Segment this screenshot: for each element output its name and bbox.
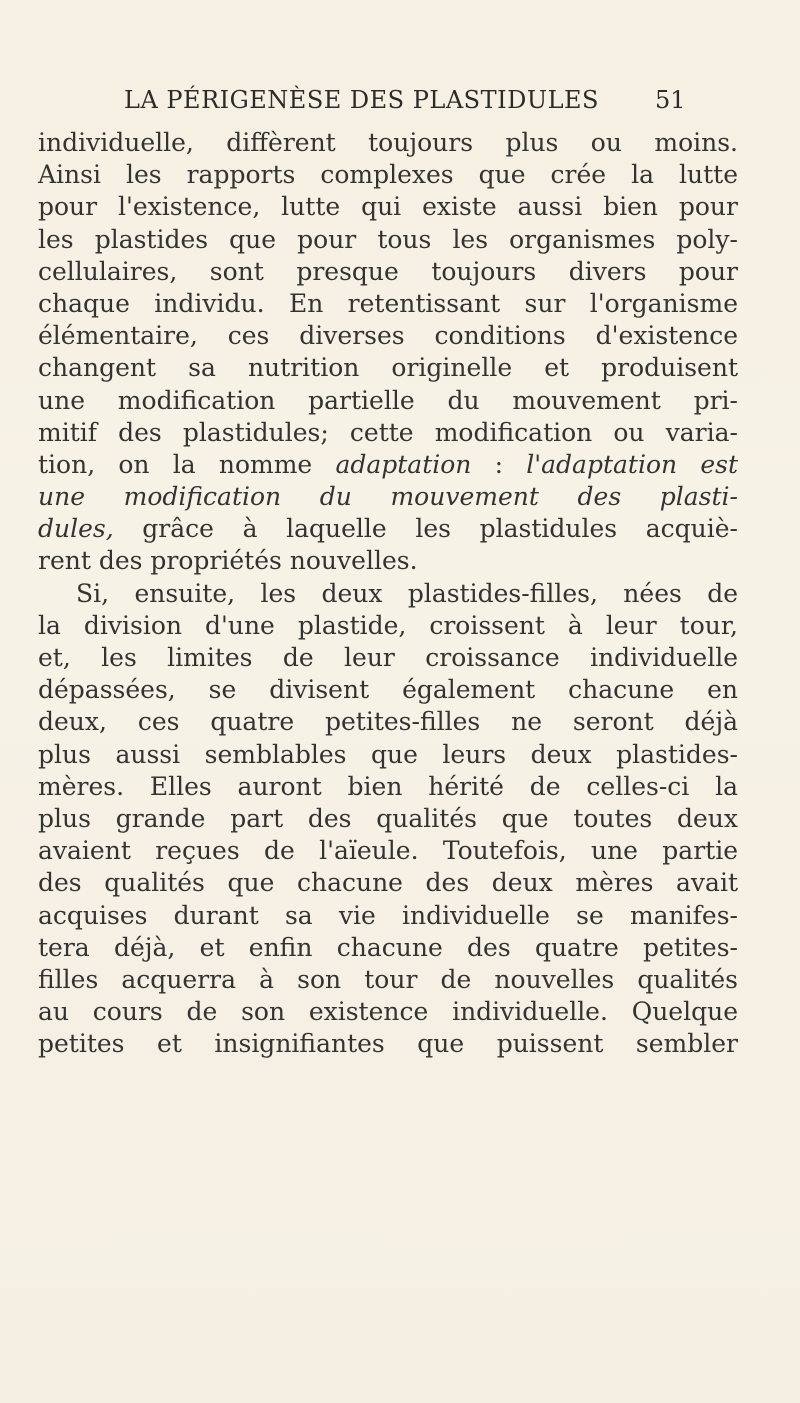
running-title: LA PÉRIGENÈSE DES PLASTIDULES (124, 86, 599, 114)
text-line: plus grande part des qualités que toutes deux (38, 803, 738, 833)
text-fragment: grâce à laquelle les plastidules acquiè- (113, 514, 738, 544)
text-line: avaient reçues de l'aïeule. Toutefois, une partie (38, 836, 738, 866)
italic-definition: dules, (38, 514, 114, 544)
italic-term: adaptation (335, 449, 472, 479)
text-line: chaque individu. En retentissant sur l'organisme (38, 288, 738, 318)
text-line: élémentaire, ces diverses conditions d'existence (38, 321, 738, 351)
page-header (0, 86, 800, 116)
text-line: au cours de son existence individuelle. Quelque (38, 997, 738, 1027)
italic-definition: l'adaptation est (526, 449, 739, 479)
text-line: individuelle, diffèrent toujours plus ou moins. (38, 128, 738, 157)
text-line-mixed (38, 513, 738, 545)
text-line: pour l'existence, lutte qui existe aussi bien pour (38, 192, 738, 222)
text-line: la division d'une plastide, croissent à leur tour, (38, 610, 738, 640)
text-line: plus aussi semblables que leurs deux plastides- (38, 739, 738, 769)
text-line: mères. Elles auront bien hérité de celles-ci la (38, 771, 738, 801)
text-line: tera déjà, et enfin chacune des quatre petites- (38, 932, 738, 962)
text-line: Si, ensuite, les deux plastides-filles, nées de (76, 578, 738, 608)
body-text (38, 127, 738, 1060)
text-line: changent sa nutrition originelle et produisent (38, 353, 738, 383)
text-line: les plastides que pour tous les organismes poly- (38, 224, 738, 254)
text-line-italic (38, 481, 738, 513)
text-line: petites et insignifiantes que puissent sembler (38, 1029, 738, 1059)
text-line: filles acquerra à son tour de nouvelles qualités (38, 964, 738, 994)
text-line-mixed (38, 449, 738, 481)
text-line: mitif des plastidules; cette modification ou varia- (38, 417, 738, 447)
text-fragment: : (471, 449, 527, 479)
text-line: rent des propriétés nouvelles. (38, 546, 418, 576)
text-line: dépassées, se divisent également chacune en (38, 675, 738, 705)
page-number: 51 (655, 86, 686, 114)
text-line: acquises durant sa vie individuelle se manifes- (38, 900, 738, 930)
text-line: deux, ces quatre petites-filles ne seront déjà (38, 707, 738, 737)
text-line: Ainsi les rapports complexes que crée la lutte (38, 160, 738, 190)
text-fragment: tion, on la nomme (38, 449, 336, 479)
italic-definition: une modification du mouvement des plasti- (38, 482, 738, 512)
text-line: des qualités que chacune des deux mères avait (38, 868, 738, 898)
text-line: et, les limites de leur croissance individuelle (38, 643, 738, 672)
text-line: une modification partielle du mouvement pri- (38, 385, 738, 415)
text-line: cellulaires, sont presque toujours divers pour (38, 256, 738, 286)
